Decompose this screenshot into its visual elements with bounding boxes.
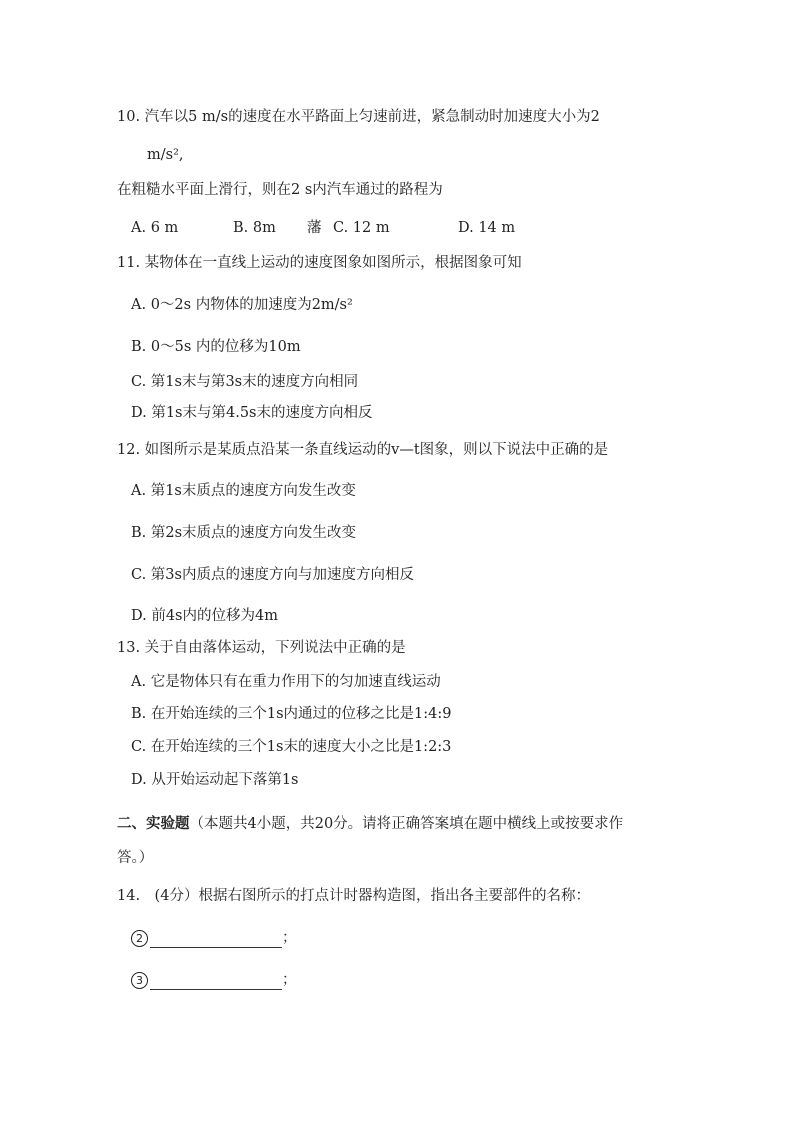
- q10-option-c: C. 12 m: [333, 220, 390, 236]
- q10-option-a: A. 6 m: [131, 220, 179, 236]
- section2-heading: 二、实验题: [117, 816, 190, 832]
- q11-option-a: A. 0～2s 内物体的加速度为2m/s²: [131, 297, 353, 313]
- q12-stem: 12. 如图所示是某质点沿某一条直线运动的v—t图象，则以下说法中正确的是: [117, 442, 609, 458]
- q13-option-b: B. 在开始连续的三个1s内通过的位移之比是1:4:9: [131, 706, 452, 722]
- q12-option-b: B. 第2s末质点的速度方向发生改变: [131, 525, 357, 541]
- q14-blank-2-row: [131, 928, 297, 948]
- q14-blank-3-row: [131, 970, 297, 990]
- circled-number-2: 2: [131, 930, 148, 947]
- q14-stem: 14. (4分）根据右图所示的打点计时器构造图，指出各主要部件的名称：: [117, 888, 590, 904]
- q10-option-d: D. 14 m: [458, 220, 516, 236]
- circled-number-3: 3: [131, 972, 148, 989]
- q13-option-c: C. 在开始连续的三个1s末的速度大小之比是1:2:3: [131, 739, 452, 755]
- q11-stem: 11. 某物体在一直线上运动的速度图象如图所示，根据图象可知: [117, 255, 522, 271]
- q13-option-d: D. 从开始运动起下落第1s: [131, 772, 299, 788]
- q13-stem: 13. 关于自由落体运动，下列说法中正确的是: [117, 640, 406, 656]
- q14-sep-3: ；: [282, 972, 297, 988]
- section2-desc-line2: 答。）: [117, 850, 154, 866]
- q10-stray-char: 藩: [307, 220, 322, 236]
- q10-line2: m/s²,: [147, 147, 184, 163]
- q11-option-b: B. 0～5s 内的位移为10m: [131, 339, 301, 355]
- q12-option-c: C. 第3s内质点的速度方向与加速度方向相反: [131, 567, 414, 583]
- q14-sep-2: ；: [282, 930, 297, 946]
- q10-line3: 在粗糙水平面上滑行，则在2 s内汽车通过的路程为: [117, 182, 443, 198]
- q12-option-d: D. 前4s内的位移为4m: [131, 608, 278, 624]
- q14-answer-blank-2[interactable]: [150, 931, 282, 948]
- q12-option-a: A. 第1s末质点的速度方向发生改变: [131, 483, 356, 499]
- q11-option-d: D. 第1s末与第4.5s末的速度方向相反: [131, 405, 373, 421]
- q10-line1: 10. 汽车以5 m/s的速度在水平路面上匀速前进，紧急制动时加速度大小为2: [117, 109, 600, 125]
- q10-option-b: B. 8m: [233, 220, 276, 236]
- section2-desc-line1: （本题共4小题，共20分。请将正确答案填在题中横线上或按要求作: [189, 816, 624, 832]
- q14-answer-blank-3[interactable]: [150, 973, 282, 990]
- q11-option-c: C. 第1s末与第3s末的速度方向相同: [131, 374, 359, 390]
- section2-line1: [117, 814, 623, 834]
- q13-option-a: A. 它是物体只有在重力作用下的匀加速直线运动: [131, 674, 441, 690]
